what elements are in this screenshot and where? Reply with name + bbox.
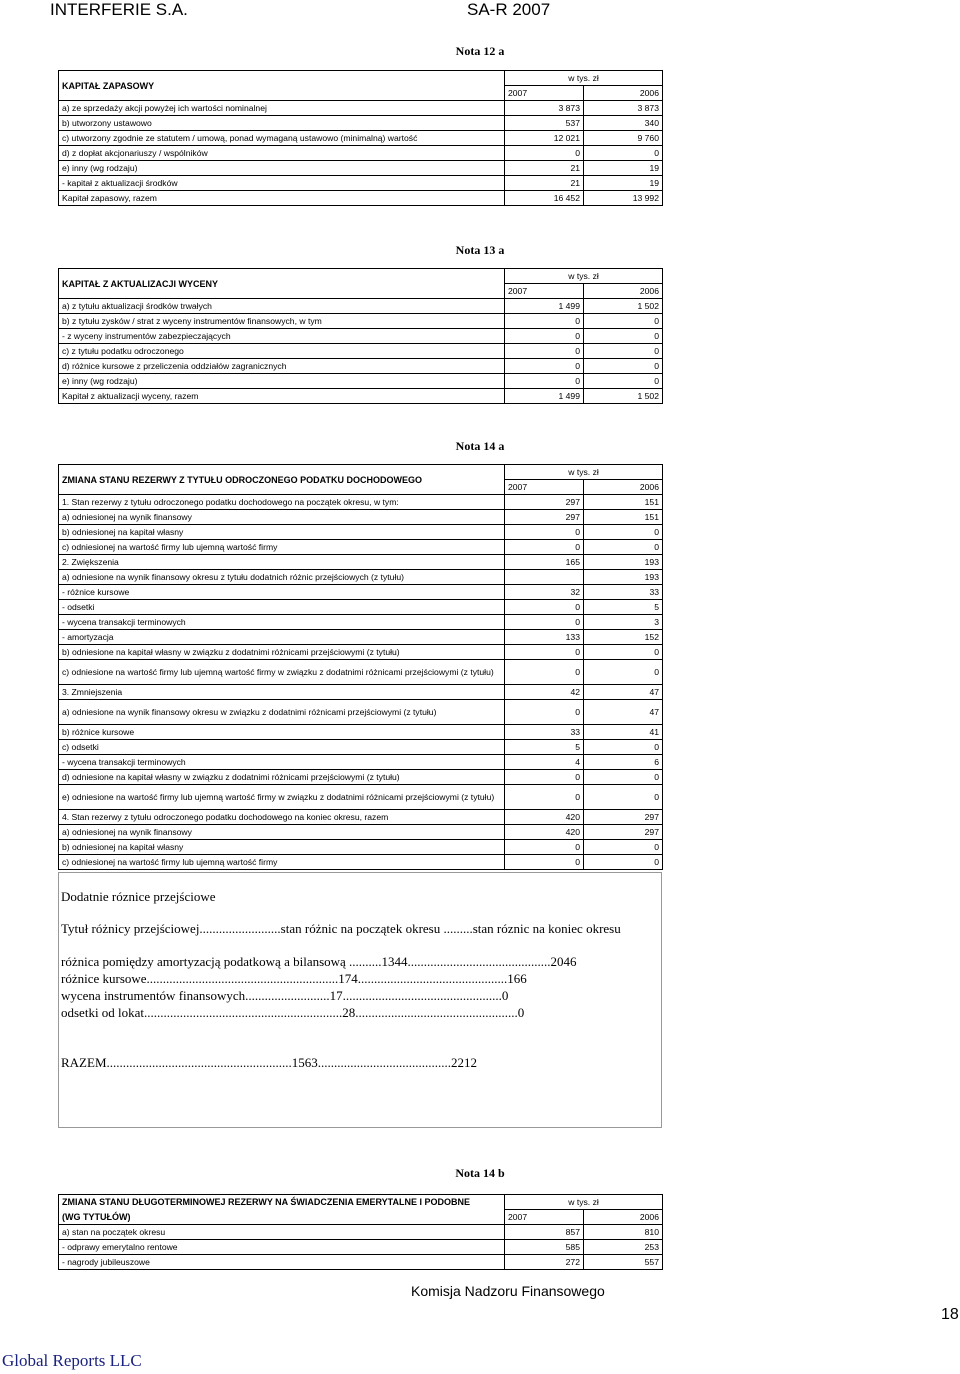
cell-current: 33: [505, 725, 584, 740]
table-row: [59, 630, 663, 645]
table-row: [59, 116, 663, 131]
cell-current: 537: [505, 116, 584, 131]
footer-commission: Komisja Nadzoru Finansowego: [411, 1283, 605, 1299]
cell-previous: 0: [584, 660, 663, 685]
cell-previous: 33: [584, 585, 663, 600]
cell-label: a) odniesionej na wynik finansowy: [59, 825, 505, 840]
cell-previous: 193: [584, 570, 663, 585]
report-code: SA-R 2007: [467, 0, 551, 19]
cell-previous: 0: [584, 785, 663, 810]
table-row: [59, 329, 663, 344]
cell-label: b) z tytułu zysków / strat z wyceny instrumentów finansowych, w tym: [59, 314, 505, 329]
table-row: [59, 525, 663, 540]
cell-previous: 0: [584, 540, 663, 555]
table-row: [59, 389, 663, 404]
cell-previous: 9 760: [584, 131, 663, 146]
cell-label: a) odniesione na wynik finansowy okresu w związku z dodatnimi różnicami przejściowymi (z tytułu): [59, 700, 505, 725]
cell-label: c) utworzony zgodnie ze statutem / umową, ponad wymaganą ustawowo (minimalną) wartość: [59, 131, 505, 146]
nota-13a-title: Nota 13 a: [455, 243, 505, 257]
cell-current: 0: [505, 314, 584, 329]
cell-current: 0: [505, 146, 584, 161]
cell-current: 42: [505, 685, 584, 700]
table-row: [59, 725, 663, 740]
note-box-line: różnice kursowe...........................................................174..............................................166: [61, 971, 527, 986]
year-previous: 2006: [584, 284, 663, 299]
cell-current: 21: [505, 176, 584, 191]
cell-current: 12 021: [505, 131, 584, 146]
cell-previous: 3 873: [584, 101, 663, 116]
table-row: [59, 755, 663, 770]
nota-14b-title: Nota 14 b: [455, 1166, 505, 1180]
table-row: [59, 855, 663, 870]
table-row: [59, 840, 663, 855]
table-row: [59, 344, 663, 359]
year-current: 2007: [505, 284, 584, 299]
cell-label: c) z tytułu podatku odroczonego: [59, 344, 505, 359]
table-row: [59, 585, 663, 600]
note-box-line: różnica pomiędzy amortyzacją podatkową a bilansową ..........1344............................................2046: [61, 954, 577, 969]
cell-previous: 3: [584, 615, 663, 630]
nota-12a-title: Nota 12 a: [455, 44, 505, 58]
cell-label: - odsetki: [59, 600, 505, 615]
cell-current: 857: [505, 1225, 584, 1240]
cell-previous: 152: [584, 630, 663, 645]
cell-current: 21: [505, 161, 584, 176]
cell-current: 165: [505, 555, 584, 570]
table-row: [59, 176, 663, 191]
table-row: [59, 600, 663, 615]
cell-previous: 1 502: [584, 389, 663, 404]
cell-current: 420: [505, 825, 584, 840]
cell-current: 32: [505, 585, 584, 600]
cell-previous: 5: [584, 600, 663, 615]
cell-current: 0: [505, 615, 584, 630]
table-title-2: (WG TYTUŁÓW): [59, 1210, 505, 1225]
table-title: ZMIANA STANU DŁUGOTERMINOWEJ REZERWY NA ŚWIADCZENIA EMERYTALNE I PODOBNE: [59, 1195, 505, 1210]
cell-label: Kapitał z aktualizacji wyceny, razem: [59, 389, 505, 404]
cell-previous: 151: [584, 495, 663, 510]
unit-label: w tys. zł: [505, 71, 663, 86]
table-rezerwa-podatek: [58, 464, 663, 870]
year-previous: 2006: [584, 86, 663, 101]
cell-label: e) odniesione na wartość firmy lub ujemną wartość firmy w związku z dodatnimi różnicami przejściowymi (z tytułu): [59, 785, 505, 810]
cell-current: 0: [505, 344, 584, 359]
cell-previous: 6: [584, 755, 663, 770]
cell-previous: 0: [584, 855, 663, 870]
cell-label: a) ze sprzedaży akcji powyżej ich wartości nominalnej: [59, 101, 505, 116]
cell-label: - wycena transakcji terminowych: [59, 755, 505, 770]
note-box-line: odsetki od lokat.............................................................28..................................................0: [61, 1005, 525, 1020]
cell-current: 297: [505, 495, 584, 510]
cell-previous: 47: [584, 700, 663, 725]
cell-label: d) odniesione na kapitał własny w związku z dodatnimi różnicami przejściowymi (z tytułu): [59, 770, 505, 785]
cell-label: a) stan na początek okresu: [59, 1225, 505, 1240]
cell-label: d) z dopłat akcjonariuszy / wspólników: [59, 146, 505, 161]
cell-label: a) z tytułu aktualizacji środków trwałych: [59, 299, 505, 314]
cell-current: 0: [505, 770, 584, 785]
cell-previous: 1 502: [584, 299, 663, 314]
cell-current: 0: [505, 329, 584, 344]
table-row: [59, 540, 663, 555]
unit-label: w tys. zł: [505, 269, 663, 284]
cell-current: 297: [505, 510, 584, 525]
cell-label: b) utworzony ustawowo: [59, 116, 505, 131]
cell-current: 0: [505, 540, 584, 555]
year-previous: 2006: [584, 1210, 663, 1225]
note-box-columns: Tytuł różnicy przejściowej.........................stan różnic na początek okresu .........stan róznic na koniec okresu: [61, 921, 621, 936]
table-row: [59, 685, 663, 700]
note-box-roznice-przejsciowe: [58, 872, 662, 1128]
cell-label: 4. Stan rezerwy z tytułu odroczonego podatku dochodowego na koniec okresu, razem: [59, 810, 505, 825]
table-row: [59, 314, 663, 329]
cell-previous: 0: [584, 645, 663, 660]
cell-label: a) odniesionej na wynik finansowy: [59, 510, 505, 525]
cell-label: - różnice kursowe: [59, 585, 505, 600]
cell-previous: 0: [584, 840, 663, 855]
cell-label: 1. Stan rezerwy z tytułu odroczonego podatku dochodowego na początek okresu, w tym:: [59, 495, 505, 510]
cell-previous: 13 992: [584, 191, 663, 206]
cell-label: b) odniesionej na kapitał własny: [59, 525, 505, 540]
cell-current: 0: [505, 660, 584, 685]
cell-current: 0: [505, 700, 584, 725]
cell-current: 0: [505, 374, 584, 389]
cell-previous: 810: [584, 1225, 663, 1240]
cell-previous: 0: [584, 359, 663, 374]
cell-label: b) różnice kursowe: [59, 725, 505, 740]
cell-previous: 297: [584, 825, 663, 840]
cell-label: e) inny (wg rodzaju): [59, 161, 505, 176]
cell-previous: 0: [584, 770, 663, 785]
cell-label: - z wyceny instrumentów zabezpieczających: [59, 329, 505, 344]
cell-current: 16 452: [505, 191, 584, 206]
table-row: [59, 660, 663, 685]
cell-previous: 0: [584, 329, 663, 344]
nota-14a-title: Nota 14 a: [455, 439, 505, 453]
table-row: [59, 1240, 663, 1255]
company-name: INTERFERIE S.A.: [50, 0, 188, 19]
table-row: [59, 101, 663, 116]
cell-label: c) odniesionej na wartość firmy lub ujemną wartość firmy: [59, 540, 505, 555]
table-kapital-zapasowy: [58, 70, 663, 206]
year-current: 2007: [505, 86, 584, 101]
table-title: KAPITAŁ ZAPASOWY: [59, 71, 505, 101]
cell-label: b) odniesionej na kapitał własny: [59, 840, 505, 855]
cell-current: 585: [505, 1240, 584, 1255]
unit-label: w tys. zł: [505, 465, 663, 480]
cell-current: [505, 570, 584, 585]
cell-previous: 193: [584, 555, 663, 570]
cell-current: 0: [505, 855, 584, 870]
cell-label: - odprawy emerytalno rentowe: [59, 1240, 505, 1255]
table-title: ZMIANA STANU REZERWY Z TYTUŁU ODROCZONEGO PODATKU DOCHODOWEGO: [59, 465, 505, 495]
cell-previous: 0: [584, 374, 663, 389]
cell-current: 272: [505, 1255, 584, 1270]
table-row: [59, 510, 663, 525]
table-title: KAPITAŁ Z AKTUALIZACJI WYCENY: [59, 269, 505, 299]
cell-current: 0: [505, 359, 584, 374]
cell-current: 420: [505, 810, 584, 825]
table-rezerwa-emerytalna: [58, 1194, 663, 1270]
year-current: 2007: [505, 480, 584, 495]
cell-label: a) odniesione na wynik finansowy okresu z tytułu dodatnich różnic przejściowych (z tytułu): [59, 570, 505, 585]
cell-previous: 47: [584, 685, 663, 700]
cell-previous: 0: [584, 314, 663, 329]
cell-label: - wycena transakcji terminowych: [59, 615, 505, 630]
table-row: [59, 495, 663, 510]
cell-label: c) odsetki: [59, 740, 505, 755]
cell-current: 0: [505, 645, 584, 660]
table-row: [59, 570, 663, 585]
page-number: 18: [941, 1306, 959, 1323]
table-row: [59, 555, 663, 570]
note-box-line: wycena instrumentów finansowych..........................17.................................................0: [61, 988, 509, 1003]
table-row: [59, 374, 663, 389]
cell-label: 2. Zwiększenia: [59, 555, 505, 570]
cell-previous: 0: [584, 146, 663, 161]
table-row: [59, 359, 663, 374]
table-row: [59, 615, 663, 630]
cell-current: 133: [505, 630, 584, 645]
cell-previous: 19: [584, 161, 663, 176]
cell-previous: 41: [584, 725, 663, 740]
cell-label: - amortyzacja: [59, 630, 505, 645]
cell-current: 0: [505, 840, 584, 855]
cell-current: 1 499: [505, 389, 584, 404]
cell-previous: 0: [584, 740, 663, 755]
year-current: 2007: [505, 1210, 584, 1225]
table-row: [59, 1225, 663, 1240]
cell-label: c) odniesione na wartość firmy lub ujemną wartość firmy w związku z dodatnimi różnicami przejściowymi (z tytułu): [59, 660, 505, 685]
table-row: [59, 161, 663, 176]
table-row: [59, 191, 663, 206]
cell-previous: 253: [584, 1240, 663, 1255]
cell-previous: 297: [584, 810, 663, 825]
note-box-heading: Dodatnie róznice przejściowe: [61, 889, 216, 904]
table-row: [59, 700, 663, 725]
cell-previous: 19: [584, 176, 663, 191]
unit-label: w tys. zł: [505, 1195, 663, 1210]
cell-label: - nagrody jubileuszowe: [59, 1255, 505, 1270]
table-row: [59, 740, 663, 755]
cell-current: 0: [505, 600, 584, 615]
table-kapital-z-aktualizacji: [58, 268, 663, 404]
year-previous: 2006: [584, 480, 663, 495]
cell-current: 0: [505, 525, 584, 540]
cell-previous: 151: [584, 510, 663, 525]
cell-current: 1 499: [505, 299, 584, 314]
table-row: [59, 785, 663, 810]
note-box-total: RAZEM.........................................................1563.........................................2212: [61, 1055, 477, 1070]
table-row: [59, 131, 663, 146]
table-row: [59, 770, 663, 785]
cell-label: e) inny (wg rodzaju): [59, 374, 505, 389]
cell-previous: 557: [584, 1255, 663, 1270]
cell-current: 0: [505, 785, 584, 810]
cell-label: - kapitał z aktualizacji środków: [59, 176, 505, 191]
cell-label: c) odniesionej na wartość firmy lub ujemną wartość firmy: [59, 855, 505, 870]
table-row: [59, 146, 663, 161]
table-row: [59, 299, 663, 314]
cell-label: 3. Zmniejszenia: [59, 685, 505, 700]
table-row: [59, 825, 663, 840]
cell-current: 3 873: [505, 101, 584, 116]
table-row: [59, 645, 663, 660]
cell-previous: 0: [584, 525, 663, 540]
cell-label: b) odniesione na kapitał własny w związku z dodatnimi różnicami przejściowymi (z tytułu): [59, 645, 505, 660]
table-row: [59, 1255, 663, 1270]
cell-label: Kapitał zapasowy, razem: [59, 191, 505, 206]
cell-current: 4: [505, 755, 584, 770]
cell-previous: 340: [584, 116, 663, 131]
cell-previous: 0: [584, 344, 663, 359]
cell-label: d) różnice kursowe z przeliczenia oddziałów zagranicznych: [59, 359, 505, 374]
brand-logo: Global Reports LLC: [2, 1351, 142, 1370]
cell-current: 5: [505, 740, 584, 755]
table-row: [59, 810, 663, 825]
